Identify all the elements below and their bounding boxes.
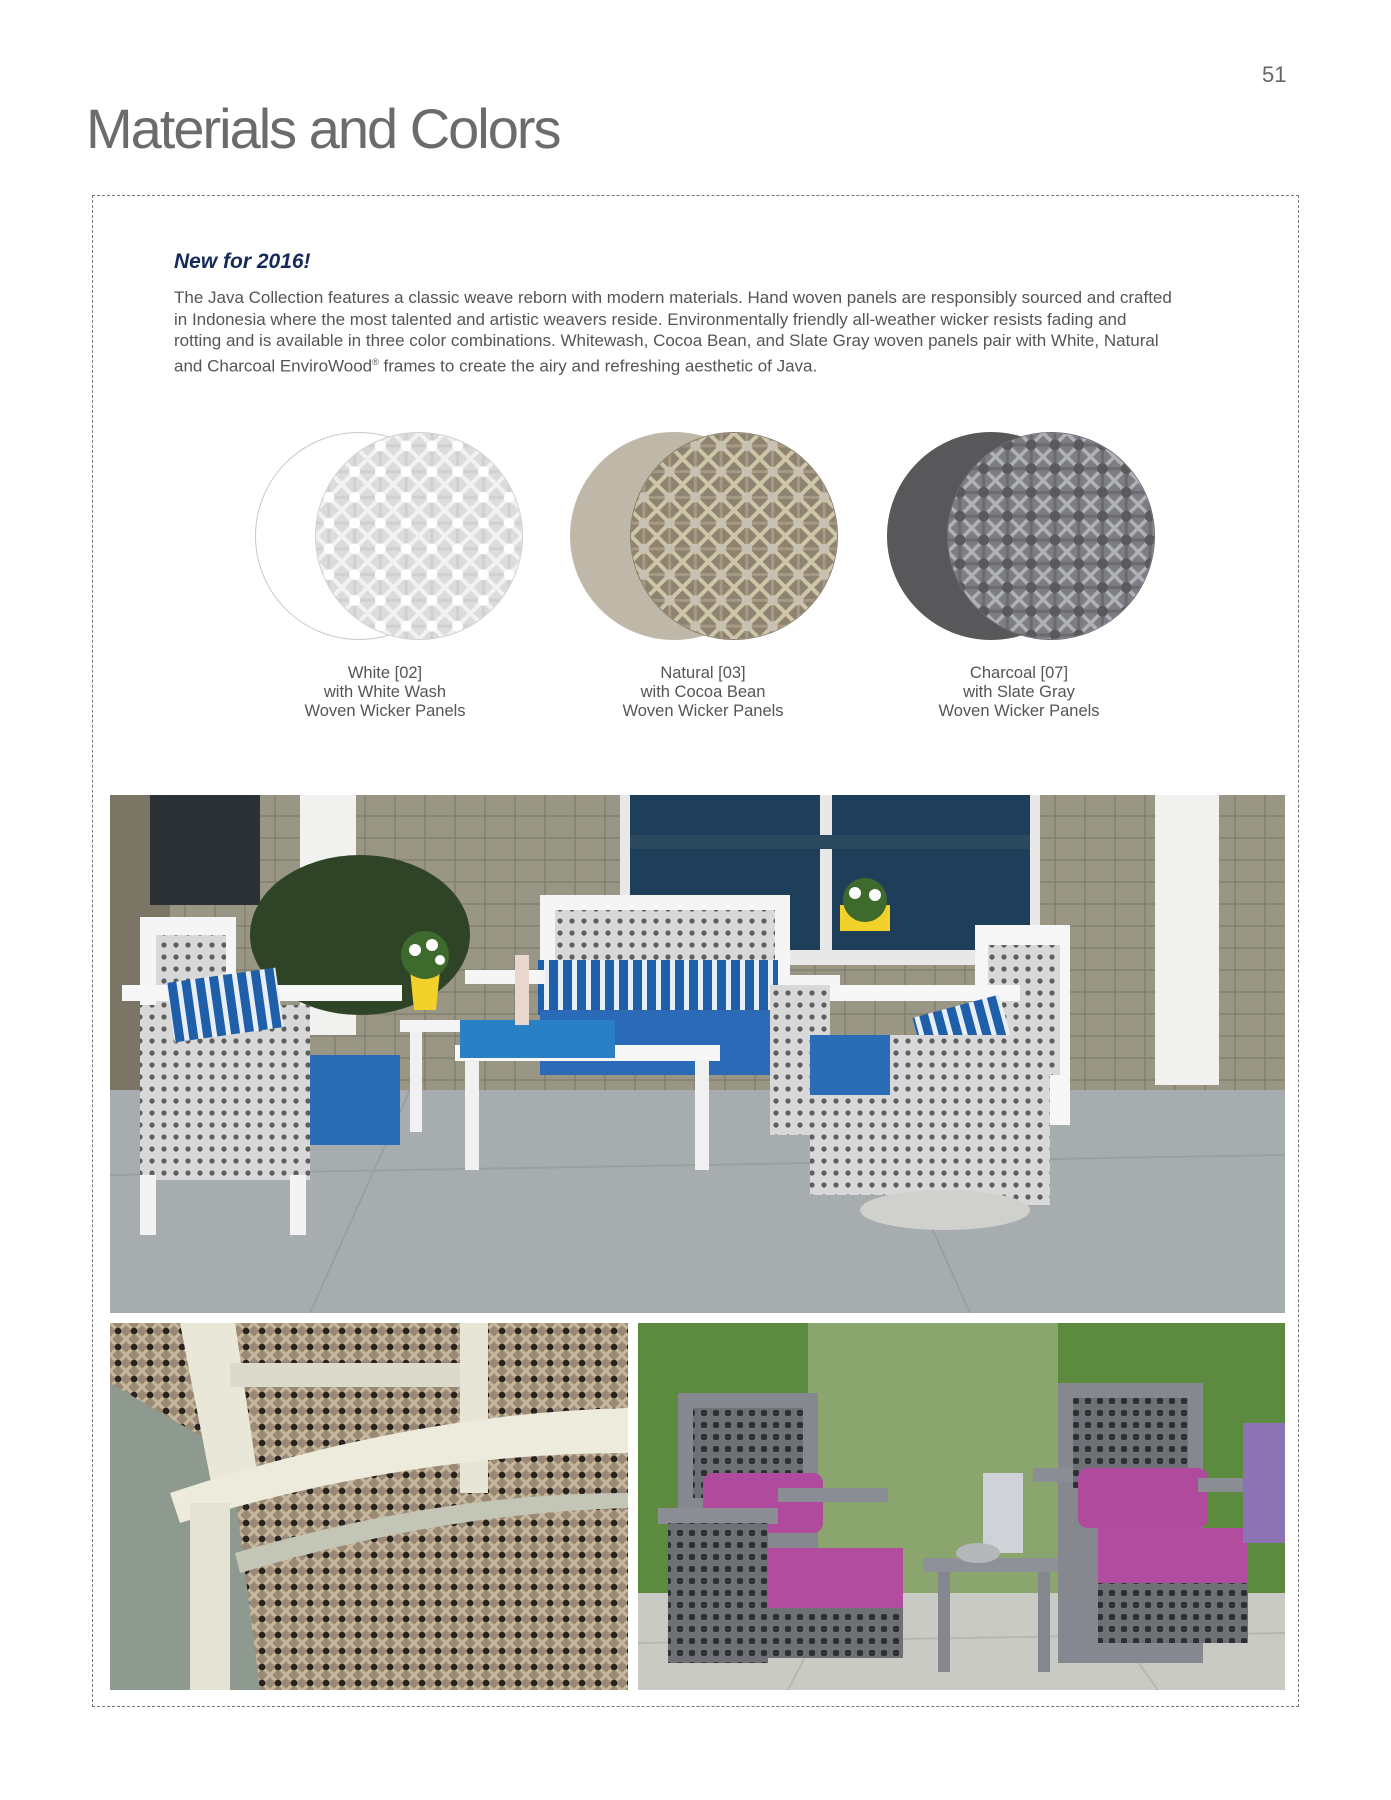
swatch-caption-charcoal xyxy=(889,664,1149,721)
swatch-weave-color: with Cocoa Bean xyxy=(640,683,766,701)
swatch-panel-type: Woven Wicker Panels xyxy=(304,702,466,720)
swatch-frame-color: Natural [03] xyxy=(660,664,746,682)
intro-text-part-2: frames to create the airy and refreshing aesthetic of Java. xyxy=(378,356,818,376)
intro-heading: New for 2016! xyxy=(174,250,311,273)
weave-texture-circle xyxy=(315,432,523,640)
swatch-charcoal xyxy=(887,432,1167,644)
swatch-panel-type: Woven Wicker Panels xyxy=(622,702,784,720)
photo-white-patio-set xyxy=(110,795,1285,1313)
page-number: 51 xyxy=(1262,62,1287,87)
swatch-caption-natural xyxy=(573,664,833,721)
intro-text-part-1: The Java Collection features a classic weave reborn with modern materials. Hand woven panels are responsibly sourced and crafted in Indonesia where the most talented and artistic weavers reside. Environmentally friendly all-weather wicker resists fading and rotting and is available in three color combinations. Whitewash, Cocoa Bean, and Slate Gray woven panels pair with White, Natural and Charcoal EnviroWood xyxy=(174,288,1172,376)
weave-pattern-icon xyxy=(316,433,522,639)
weave-texture-circle xyxy=(947,432,1155,640)
weave-texture-circle xyxy=(630,432,838,640)
patio-photo-image xyxy=(110,795,1285,1313)
swatch-white xyxy=(255,432,535,644)
charcoal-garden-image xyxy=(638,1323,1285,1690)
swatch-weave-color: with White Wash xyxy=(323,683,447,701)
intro-paragraph xyxy=(174,287,1174,377)
weave-pattern-icon xyxy=(948,433,1154,639)
swatch-frame-color: Charcoal [07] xyxy=(969,664,1069,682)
registered-mark: ® xyxy=(372,356,379,367)
swatch-caption-white xyxy=(255,664,515,721)
weave-pattern-icon xyxy=(631,433,837,639)
swatch-frame-color: White [02] xyxy=(347,664,423,682)
photo-natural-closeup xyxy=(110,1323,628,1690)
swatch-natural xyxy=(570,432,850,644)
page-title: Materials and Colors xyxy=(86,97,560,160)
photo-charcoal-garden-set xyxy=(638,1323,1285,1690)
natural-closeup-image xyxy=(110,1323,628,1690)
swatch-weave-color: with Slate Gray xyxy=(963,683,1075,701)
swatch-panel-type: Woven Wicker Panels xyxy=(938,702,1100,720)
